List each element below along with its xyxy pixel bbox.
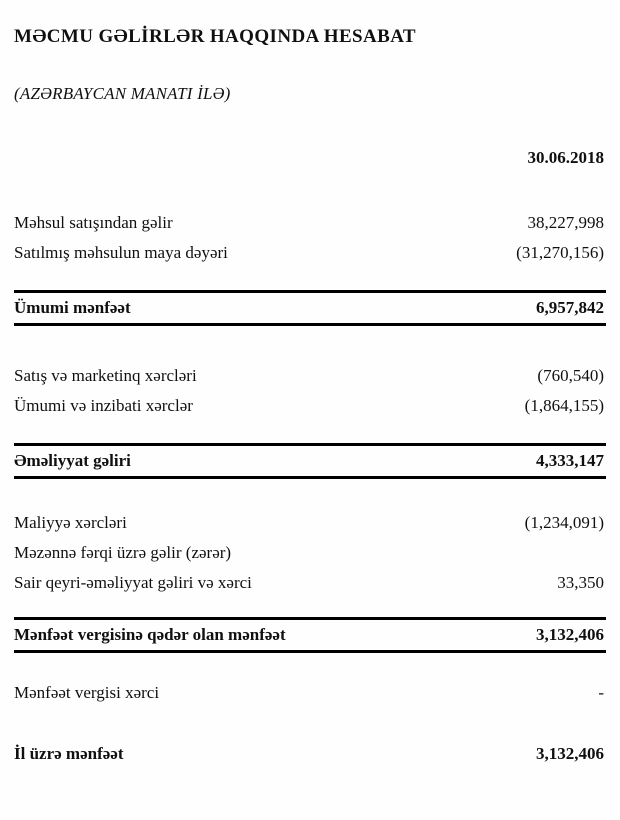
page-title: MƏCMU GƏLİRLƏR HAQQINDA HESABAT: [14, 26, 416, 47]
row-label: Maliyyə xərcləri: [14, 513, 127, 532]
row-label: Məhsul satışından gəlir: [14, 213, 173, 232]
row-cost-of-goods-sold: [14, 238, 606, 268]
row-label: Satılmış məhsulun maya dəyəri: [14, 243, 228, 262]
period-header: 30.06.2018: [527, 148, 604, 167]
row-label: İl üzrə mənfəət: [14, 744, 124, 763]
row-value: 33,350: [557, 573, 604, 592]
row-value: -: [598, 683, 604, 702]
row-finance-expenses: [14, 508, 606, 538]
row-value: 38,227,998: [527, 213, 604, 232]
row-general-admin-expenses: [14, 391, 606, 421]
row-other-non-operating-income-expense: [14, 568, 606, 598]
horizontal-rule: [14, 323, 606, 326]
row-gross-profit: [14, 293, 606, 323]
row-value: (1,864,155): [524, 396, 604, 415]
row-profit-before-tax: [14, 620, 606, 650]
row-operating-income: [14, 446, 606, 476]
row-product-sales-revenue: [14, 208, 606, 238]
horizontal-rule: [14, 476, 606, 479]
row-value: 6,957,842: [536, 298, 604, 317]
row-label: Məzənnə fərqi üzrə gəlir (zərər): [14, 543, 232, 562]
currency-note: (AZƏRBAYCAN MANATI İLƏ): [14, 84, 231, 103]
row-label: Mənfəət vergisi xərci: [14, 683, 160, 702]
row-label: Sair qeyri-əməliyyat gəliri və xərci: [14, 573, 252, 592]
row-label: Satış və marketinq xərcləri: [14, 366, 197, 385]
row-fx-gain-loss: [14, 538, 606, 568]
row-net-profit: [14, 739, 606, 769]
row-value: 3,132,406: [536, 744, 604, 763]
row-value: 4,333,147: [536, 451, 604, 470]
horizontal-rule: [14, 650, 606, 653]
row-value: (760,540): [537, 366, 604, 385]
row-value: (31,270,156): [516, 243, 604, 262]
row-income-tax-expense: [14, 678, 606, 708]
row-value: (1,234,091): [524, 513, 604, 532]
row-label: Əməliyyat gəliri: [14, 451, 131, 470]
row-label: Ümumi mənfəət: [14, 298, 131, 317]
row-label: Mənfəət vergisinə qədər olan mənfəət: [14, 625, 286, 644]
row-value: 3,132,406: [536, 625, 604, 644]
row-selling-marketing-expenses: [14, 361, 606, 391]
row-label: Ümumi və inzibati xərclər: [14, 396, 193, 415]
